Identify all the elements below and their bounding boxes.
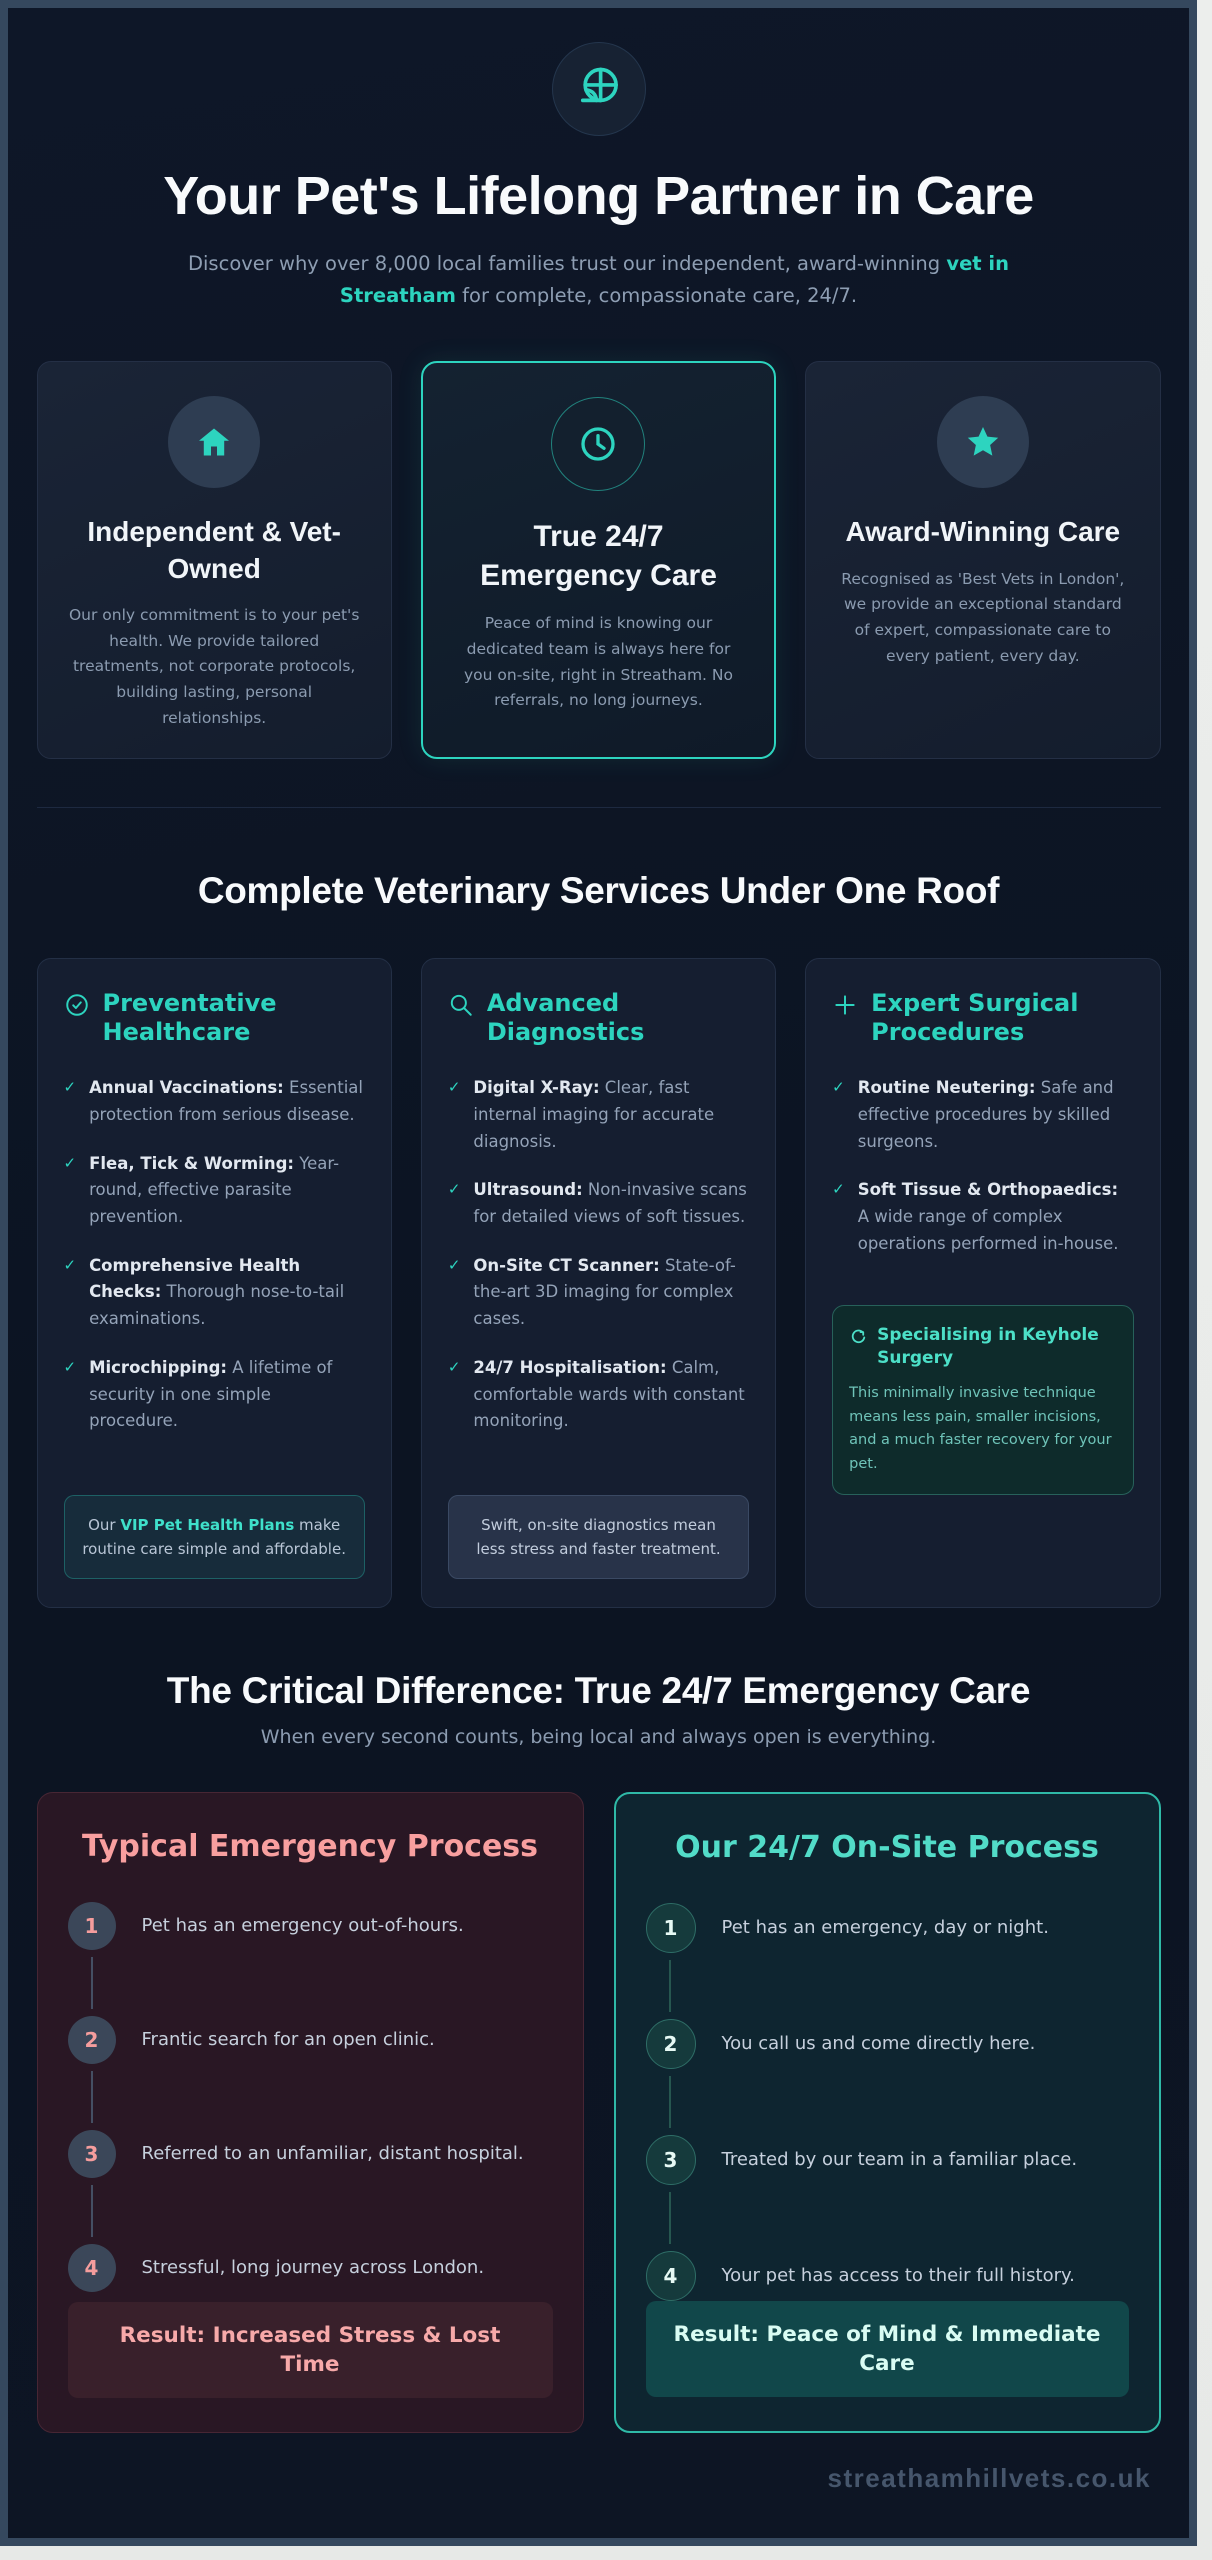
- vip-plans-highlight: VIP Pet Health Plans: [120, 1515, 295, 1534]
- check-icon: ✓: [63, 1078, 77, 1097]
- step-number-badge: 3: [646, 2135, 696, 2185]
- service-item: [64, 1075, 365, 1128]
- service-item: [448, 1253, 749, 1333]
- service-title: Expert Surgical Procedures: [871, 988, 1079, 1046]
- step-connector: [669, 2076, 671, 2128]
- onsite-process-steps: [646, 1903, 1129, 2301]
- step-number-badge: 1: [646, 1903, 696, 1953]
- benefit-card-independent: [37, 361, 392, 758]
- comparison-row: [37, 1792, 1161, 2433]
- process-step: [68, 2244, 553, 2292]
- process-step: [646, 2251, 1129, 2301]
- process-step: [646, 2135, 1129, 2185]
- comparison-subtitle: When every second counts, being local and always open is everything.: [260, 1725, 937, 1748]
- service-item-text: Soft Tissue & Orthopaedics: A wide range of complex operations performed in-house.: [857, 1180, 1119, 1253]
- service-item-text: Routine Neutering: Safe and effective procedures by skilled surgeons.: [857, 1078, 1114, 1151]
- service-title: Advanced Diagnostics: [486, 988, 645, 1046]
- step-connector: [91, 2185, 93, 2237]
- step-text: Pet has an emergency out-of-hours.: [141, 1914, 464, 1936]
- benefit-card-emergency: [421, 361, 776, 758]
- service-item-text: Digital X-Ray: Clear, fast internal imaging for accurate diagnosis.: [473, 1078, 715, 1151]
- magnifier-icon: [448, 992, 474, 1018]
- step-connector: [91, 1957, 93, 2009]
- typical-process-steps: [68, 1902, 553, 2292]
- section-divider: [37, 807, 1161, 808]
- benefits-row: [37, 361, 1161, 758]
- step-connector: [91, 2071, 93, 2123]
- hero-subtitle-post: for complete, compassionate care, 24/7.: [455, 283, 858, 307]
- service-title: Preventative Healthcare: [102, 988, 277, 1046]
- check-icon: ✓: [832, 1180, 845, 1199]
- process-step: [646, 1903, 1129, 1953]
- benefit-icon-badge: [168, 396, 260, 488]
- benefit-body: Our only commitment is to your pet's health. We provide tailored treatments, not corporate protocols, building lasting, personal relationships.: [68, 605, 360, 727]
- step-number-badge: 2: [646, 2019, 696, 2069]
- check-icon: ✓: [63, 1255, 77, 1274]
- services-row: [37, 958, 1161, 1608]
- step-text: Stressful, long journey across London.: [141, 2256, 485, 2278]
- check-circle-icon: [64, 992, 90, 1018]
- vet-in-streatham-link[interactable]: vet in Streatham: [339, 252, 1009, 307]
- service-card-header: [832, 989, 1133, 1048]
- logo-badge: [552, 42, 646, 136]
- process-step: [68, 1902, 553, 1950]
- benefit-title: Award-Winning Care: [845, 516, 1121, 548]
- onsite-process-title: Our 24/7 On-Site Process: [675, 1829, 1099, 1865]
- check-icon: ✓: [447, 1180, 461, 1199]
- keyhole-surgery-callout: [832, 1305, 1133, 1495]
- check-icon: ✓: [447, 1255, 461, 1274]
- typical-process-title: Typical Emergency Process: [81, 1828, 539, 1864]
- keyhole-surgery-icon: [849, 1328, 867, 1346]
- service-item: [448, 1075, 749, 1155]
- service-item-text: Ultrasound: Non-invasive scans for detailed views of soft tissues.: [473, 1180, 747, 1226]
- typical-process-result: Result: Increased Stress & Lost Time: [68, 2302, 553, 2398]
- service-item: [64, 1253, 365, 1333]
- services-heading: Complete Veterinary Services Under One Roof: [197, 869, 1000, 911]
- service-item-text: Annual Vaccinations: Essential protection from serious disease.: [89, 1078, 364, 1124]
- benefit-card-award: [805, 361, 1160, 758]
- process-step: [68, 2016, 553, 2064]
- benefit-title: True 24/7 Emergency Care: [480, 520, 717, 593]
- keyhole-callout-text: This minimally invasive technique means less pain, smaller incisions, and a much faster recovery for your pet.: [849, 1385, 1112, 1472]
- benefit-body: Peace of mind is knowing our dedicated team is always here for you on-site, right in Streatham. No referrals, no long journeys.: [464, 614, 733, 710]
- step-number-badge: 3: [68, 2130, 116, 2178]
- hero-section: [8, 8, 1189, 311]
- service-card-surgical: [805, 958, 1160, 1608]
- service-card-header: [448, 989, 749, 1048]
- benefit-icon-badge: [551, 397, 645, 491]
- step-connector: [669, 2192, 671, 2244]
- service-card-header: [64, 989, 365, 1048]
- hero-subtitle-pre: Discover why over 8,000 local families trust our independent, award-winning: [188, 252, 947, 276]
- check-icon: ✓: [63, 1153, 77, 1172]
- hero-subtitle: [176, 248, 1021, 311]
- service-item: [448, 1355, 749, 1435]
- vip-plans-callout: Our VIP Pet Health Plans make routine care simple and affordable.: [64, 1495, 365, 1579]
- process-step: [68, 2130, 553, 2178]
- service-item: [448, 1177, 749, 1230]
- service-item-list: [832, 1075, 1133, 1279]
- service-item-text: 24/7 Hospitalisation: Calm, comfortable wards with constant monitoring.: [473, 1357, 745, 1431]
- page-title: Your Pet's Lifelong Partner in Care: [163, 166, 1034, 226]
- step-connector: [669, 1960, 671, 2012]
- service-item-list: [64, 1075, 365, 1457]
- comparison-heading: The Critical Difference: True 24/7 Emergency Care: [166, 1669, 1031, 1711]
- service-item-text: Comprehensive Health Checks: Thorough nose-to-tail examinations.: [89, 1255, 345, 1329]
- service-card-diagnostics: [421, 958, 776, 1608]
- typical-process-card: [37, 1792, 584, 2433]
- benefit-body: Recognised as 'Best Vets in London', we provide an exceptional standard of expert, compassionate care to every patient, every day.: [841, 569, 1125, 665]
- site-watermark: streathamhillvets.co.uk: [827, 2462, 1151, 2493]
- check-icon: ✓: [447, 1357, 461, 1376]
- diagnostics-callout: Swift, on-site diagnostics mean less stress and faster treatment.: [448, 1495, 749, 1579]
- onsite-process-card: [614, 1792, 1161, 2433]
- step-text: Treated by our team in a familiar place.: [721, 2148, 1078, 2170]
- star-icon: [964, 423, 1002, 461]
- service-card-preventative: [37, 958, 392, 1608]
- service-item-text: On-Site CT Scanner: State-of-the-art 3D imaging for complex cases.: [473, 1255, 736, 1329]
- clock-icon: [578, 424, 618, 464]
- benefit-title: Independent & Vet-Owned: [87, 516, 341, 584]
- service-item: [832, 1075, 1133, 1155]
- plus-icon: [832, 992, 858, 1018]
- service-item-list: [448, 1075, 749, 1457]
- check-icon: ✓: [447, 1078, 461, 1097]
- step-text: Referred to an unfamiliar, distant hospital.: [141, 2142, 524, 2164]
- onsite-process-result: Result: Peace of Mind & Immediate Care: [646, 2301, 1129, 2397]
- check-icon: ✓: [63, 1357, 77, 1376]
- service-item: [64, 1151, 365, 1231]
- step-number-badge: 1: [68, 1902, 116, 1950]
- step-text: Frantic search for an open clinic.: [141, 2028, 435, 2050]
- service-item: [64, 1355, 365, 1435]
- step-text: Pet has an emergency, day or night.: [721, 1916, 1049, 1938]
- step-text: You call us and come directly here.: [721, 2032, 1036, 2054]
- step-number-badge: 4: [68, 2244, 116, 2292]
- step-number-badge: 2: [68, 2016, 116, 2064]
- check-icon: ✓: [832, 1078, 845, 1097]
- house-icon: [196, 424, 232, 460]
- step-text: Your pet has access to their full history.: [721, 2264, 1075, 2286]
- service-item-text: Microchipping: A lifetime of security in one simple procedure.: [89, 1357, 333, 1431]
- vet-practice-logo-icon: [573, 63, 625, 115]
- service-item: [832, 1177, 1133, 1257]
- process-step: [646, 2019, 1129, 2069]
- service-item-text: Flea, Tick & Worming: Year-round, effective parasite prevention.: [89, 1153, 340, 1226]
- step-number-badge: 4: [646, 2251, 696, 2301]
- keyhole-callout-title: Specialising in Keyhole Surgery: [877, 1325, 1099, 1369]
- keyhole-callout-header: [849, 1324, 1116, 1370]
- benefit-icon-badge: [937, 396, 1029, 488]
